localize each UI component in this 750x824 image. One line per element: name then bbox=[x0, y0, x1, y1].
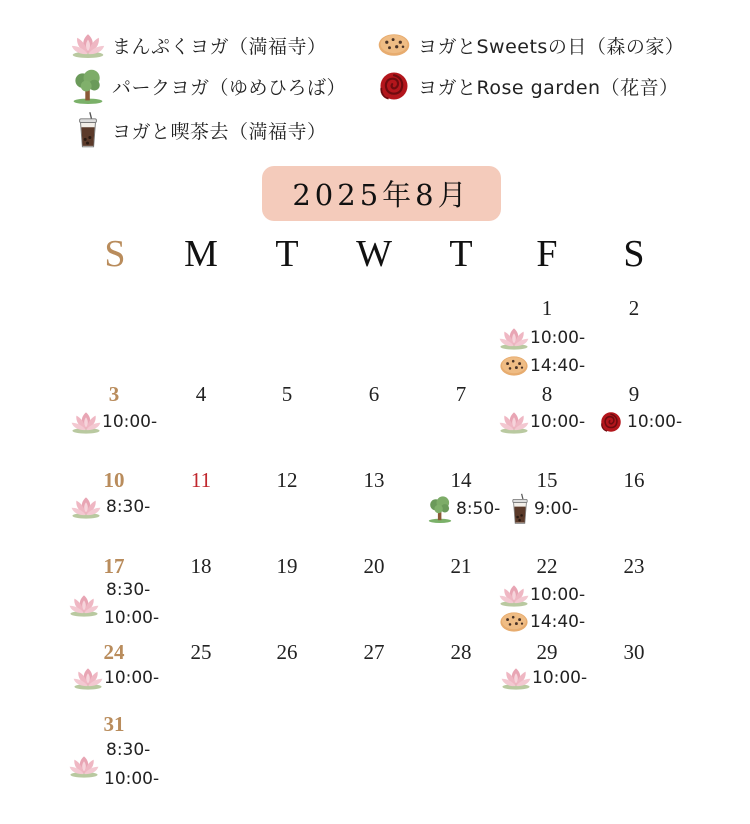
day-29: 29 bbox=[536, 640, 558, 664]
legend-item-kissako bbox=[70, 112, 327, 148]
day-19: 19 bbox=[276, 554, 298, 578]
event-time: 9:00- bbox=[534, 499, 579, 519]
iced-coffee-icon bbox=[506, 492, 534, 526]
day-23: 23 bbox=[623, 554, 645, 578]
event-day-31-time-2: 10:00- bbox=[104, 769, 160, 789]
day-18: 18 bbox=[190, 554, 212, 578]
day-15: 15 bbox=[536, 468, 558, 492]
lotus-icon bbox=[70, 409, 102, 435]
day-17: 17 bbox=[103, 554, 125, 578]
legend-label: ヨガと喫茶去（満福寺） bbox=[112, 120, 327, 143]
day-26: 26 bbox=[276, 640, 298, 664]
day-6: 6 bbox=[368, 382, 380, 406]
lotus-icon bbox=[70, 494, 102, 520]
event-day-17-time-2: 10:00- bbox=[104, 608, 160, 628]
rose-icon bbox=[376, 68, 412, 104]
event-day-1-lotus bbox=[498, 325, 585, 351]
event-time: 10:00- bbox=[530, 412, 586, 432]
day-5: 5 bbox=[281, 382, 293, 406]
day-2: 2 bbox=[628, 296, 640, 320]
weekday-header-sun: S bbox=[104, 233, 126, 275]
day-11: 11 bbox=[190, 468, 212, 492]
event-day-1-cookie bbox=[498, 353, 585, 379]
cookie-icon bbox=[376, 27, 412, 63]
tree-icon bbox=[70, 68, 106, 104]
cookie-icon bbox=[498, 609, 530, 635]
legend-item-sweets bbox=[376, 27, 684, 63]
event-day-14-tree bbox=[424, 494, 500, 524]
day-10: 10 bbox=[103, 468, 125, 492]
event-day-24-lotus bbox=[72, 665, 159, 691]
day-30: 30 bbox=[623, 640, 645, 664]
legend-label: まんぷくヨガ（満福寺） bbox=[112, 35, 327, 58]
lotus-icon bbox=[498, 409, 530, 435]
event-time: 10:00- bbox=[530, 328, 586, 348]
lotus-icon bbox=[72, 665, 104, 691]
weekday-header-fri: F bbox=[536, 233, 558, 275]
event-day-8-lotus bbox=[498, 409, 585, 435]
event-time: 14:40- bbox=[530, 356, 586, 376]
day-4: 4 bbox=[195, 382, 207, 406]
day-28: 28 bbox=[450, 640, 472, 664]
day-12: 12 bbox=[276, 468, 298, 492]
tree-icon bbox=[424, 494, 456, 524]
iced-coffee-icon bbox=[70, 112, 106, 148]
event-time: 8:50- bbox=[456, 499, 501, 519]
calendar-title: 2025年8月 bbox=[262, 166, 501, 221]
event-day-22-cookie bbox=[498, 609, 585, 635]
legend-item-park bbox=[70, 68, 346, 104]
day-16: 16 bbox=[623, 468, 645, 492]
weekday-header-mon: M bbox=[184, 233, 218, 275]
legend-label: パークヨガ（ゆめひろば） bbox=[112, 76, 347, 99]
day-25: 25 bbox=[190, 640, 212, 664]
legend-label: ヨガとRose garden（花音） bbox=[418, 76, 679, 99]
day-9: 9 bbox=[628, 382, 640, 406]
event-time: 10:00- bbox=[104, 668, 160, 688]
event-day-3-lotus bbox=[70, 409, 157, 435]
event-time: 10:00- bbox=[627, 412, 683, 432]
day-31: 31 bbox=[103, 712, 125, 736]
day-21: 21 bbox=[450, 554, 472, 578]
event-day-9-rose bbox=[595, 409, 682, 435]
weekday-header-wed: W bbox=[356, 233, 392, 275]
lotus-icon bbox=[500, 665, 532, 691]
lotus-icon bbox=[498, 325, 530, 351]
rose-icon bbox=[595, 409, 627, 435]
event-day-29-lotus bbox=[500, 665, 587, 691]
day-14: 14 bbox=[450, 468, 472, 492]
weekday-header-tue: T bbox=[275, 233, 299, 275]
day-20: 20 bbox=[363, 554, 385, 578]
day-1: 1 bbox=[541, 296, 553, 320]
event-time: 10:00- bbox=[532, 668, 588, 688]
day-22: 22 bbox=[536, 554, 558, 578]
event-day-31-time-1: 8:30- bbox=[106, 740, 151, 760]
event-time: 10:00- bbox=[530, 585, 586, 605]
legend-item-manpuku bbox=[70, 27, 327, 63]
day-24: 24 bbox=[103, 640, 125, 664]
day-27: 27 bbox=[363, 640, 385, 664]
event-day-10-lotus bbox=[70, 494, 150, 520]
day-8: 8 bbox=[541, 382, 553, 406]
weekday-header-sat: S bbox=[623, 233, 645, 275]
cookie-icon bbox=[498, 353, 530, 379]
event-day-15-coffee bbox=[506, 492, 578, 526]
day-7: 7 bbox=[455, 382, 467, 406]
event-time: 8:30- bbox=[106, 497, 151, 517]
lotus-icon bbox=[498, 582, 530, 608]
event-time: 10:00- bbox=[102, 412, 158, 432]
day-3: 3 bbox=[108, 382, 120, 406]
weekday-header-thu: T bbox=[449, 233, 473, 275]
lotus-icon bbox=[70, 27, 106, 63]
legend-label: ヨガとSweetsの日（森の家） bbox=[418, 35, 685, 58]
lotus-icon bbox=[68, 592, 100, 618]
legend-item-rose bbox=[376, 68, 679, 104]
event-day-17-time-1: 8:30- bbox=[106, 580, 151, 600]
day-13: 13 bbox=[363, 468, 385, 492]
lotus-icon bbox=[68, 753, 100, 779]
event-day-22-lotus bbox=[498, 582, 585, 608]
event-time: 14:40- bbox=[530, 612, 586, 632]
